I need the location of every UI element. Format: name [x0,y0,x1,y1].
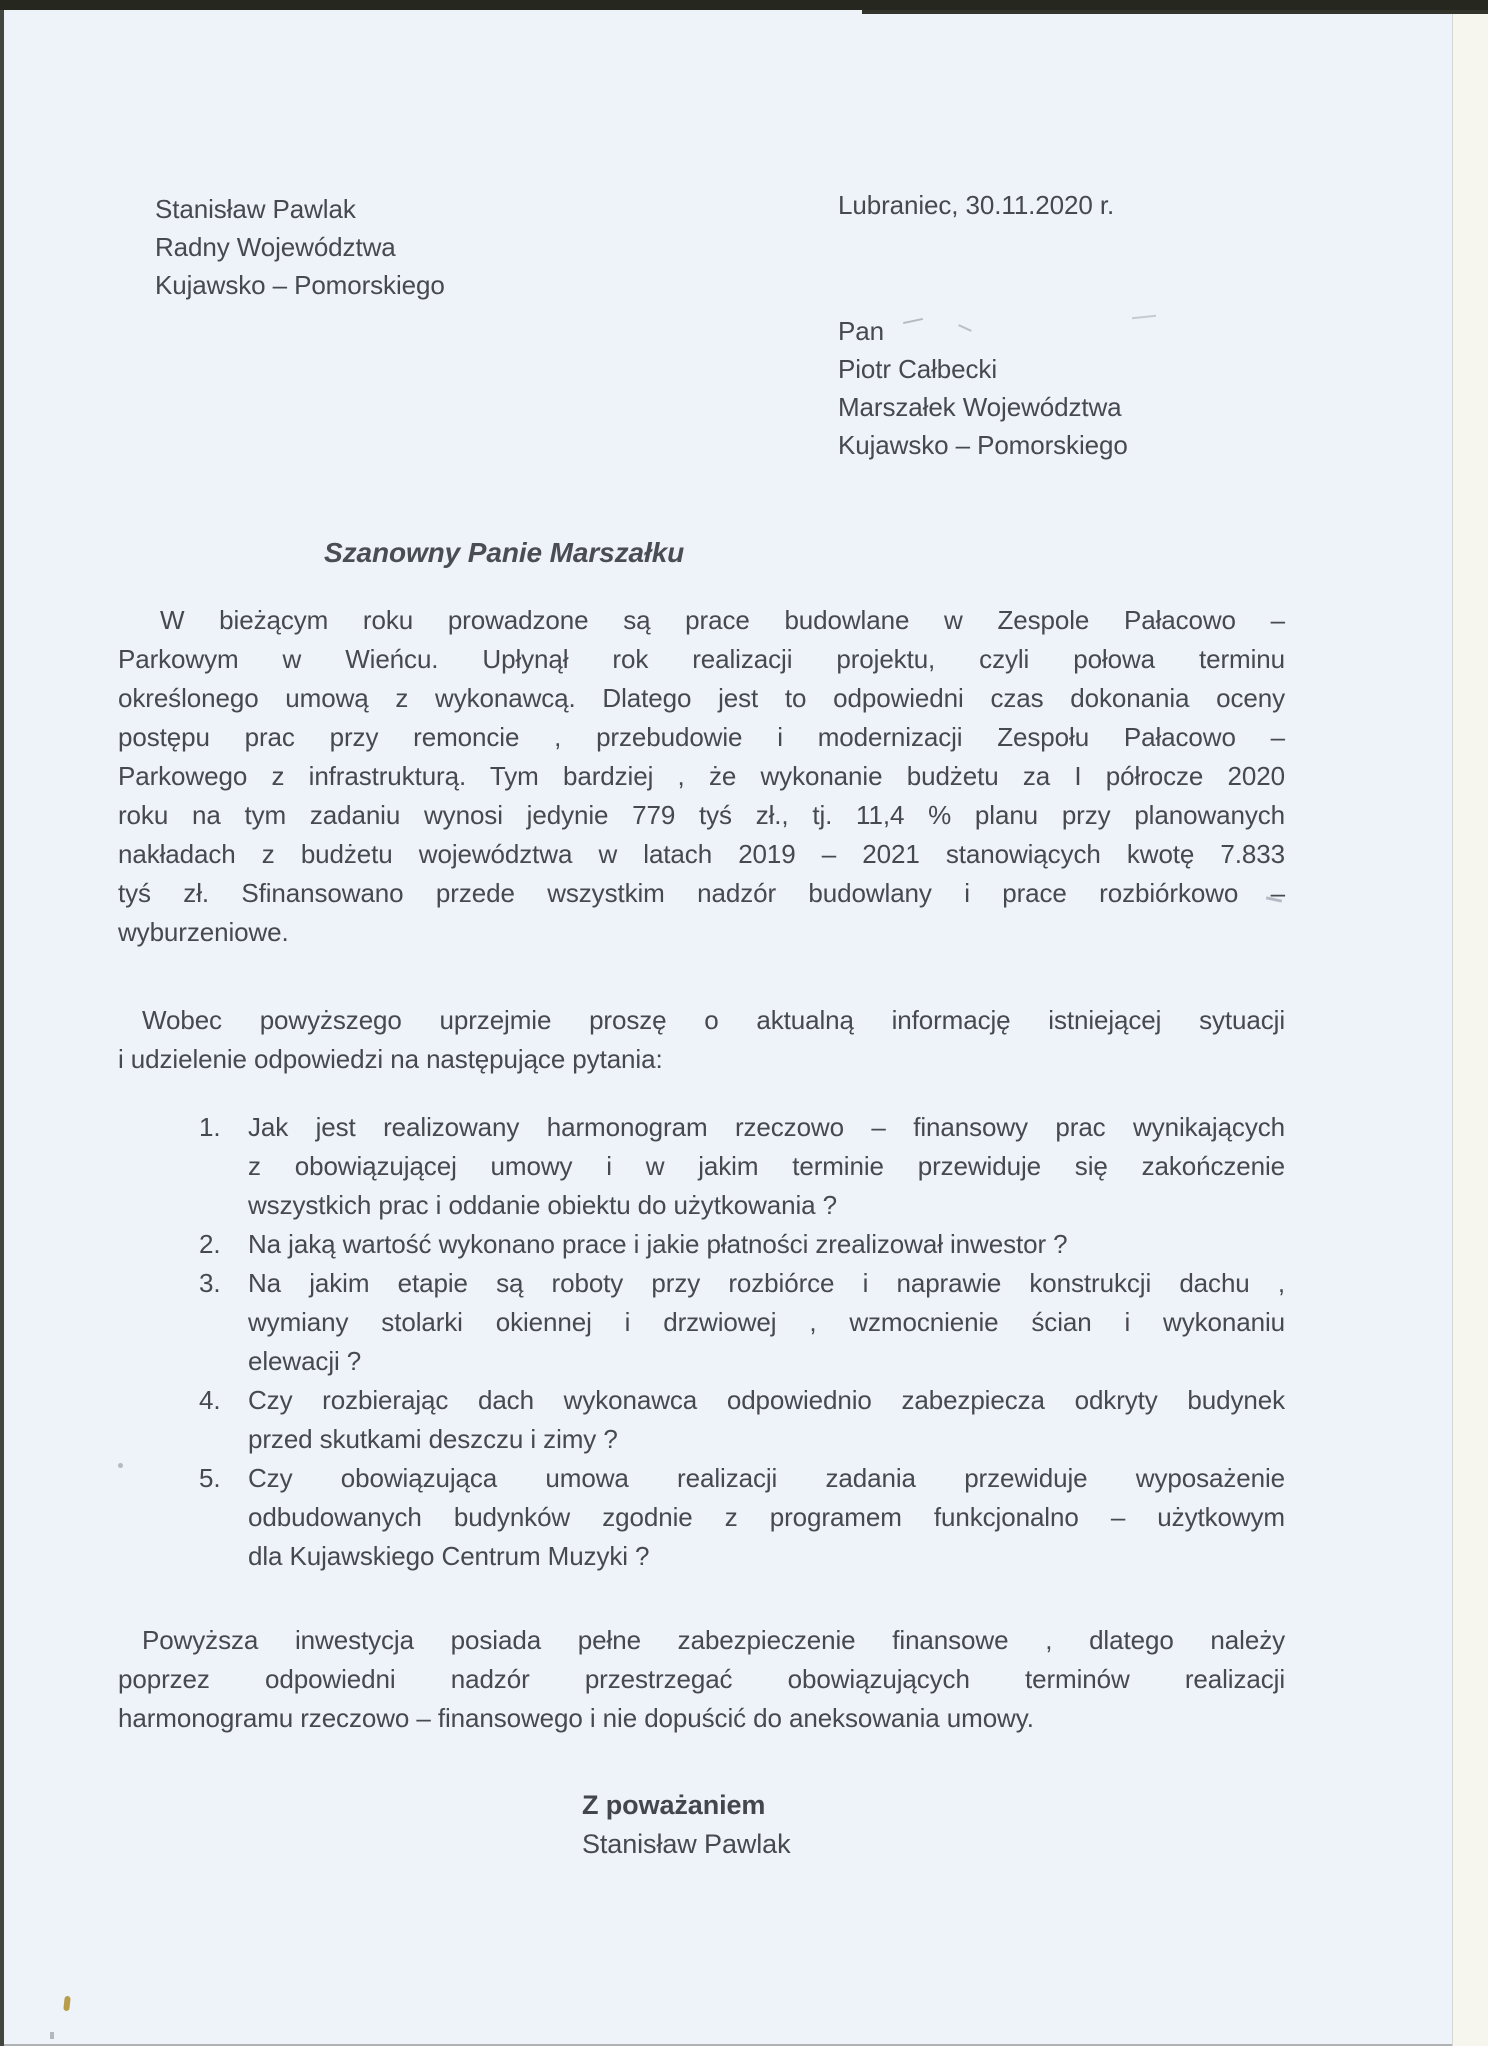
text-line: Jak jest realizowany harmonogram rzeczowo – finansowy prac wynikających [248,1112,1285,1142]
scanner-background-strip [1452,0,1488,2046]
scan-edge-left [0,0,4,2046]
paragraph-closing [118,1621,1285,1738]
text-line: z obowiązującej umowy i w jakim terminie przewiduje się zakończenie [248,1151,1285,1181]
text-line: i udzielenie odpowiedzi na następujące pytania: [118,1044,663,1074]
scan-edge-top-right [862,10,1488,14]
text-line: roku na tym zadaniu wynosi jedynie 779 tyś zł., tj. 11,4 % planu przy planowanych [118,800,1285,830]
text-line: Piotr Całbecki [838,354,997,384]
pencil-mark [1132,315,1156,319]
paragraph-intro [118,601,1285,952]
text-line: tyś zł. Sfinansowano przede wszystkim nadzór budowlany i prace rozbiórkowo – [118,878,1285,908]
text-line: określonego umową z wykonawcą. Dlatego jest to odpowiedni czas dokonania oceny [118,683,1285,713]
text-line: Parkowym w Wieńcu. Upłynął rok realizacji projektu, czyli połowa terminu [118,644,1285,674]
question-number: 1. [199,1112,221,1142]
text-line: Parkowego z infrastrukturą. Tym bardziej , że wykonanie budżetu za I półrocze 2020 [118,761,1285,791]
valediction: Z poważaniem [582,1790,766,1820]
text-line: Radny Województwa [155,232,396,262]
text-line: Czy rozbierając dach wykonawca odpowiednio zabezpiecza odkryty budynek [248,1385,1285,1415]
question-number: 4. [199,1385,221,1415]
text-line: poprzez odpowiedni nadzór przestrzegać obowiązujących terminów realizacji [118,1664,1285,1694]
question-item [118,1381,1285,1459]
text-line: Stanisław Pawlak [155,194,356,224]
question-text [248,1459,1285,1576]
text-line: elewacji ? [248,1346,362,1376]
text-line: nakładach z budżetu województwa w latach 2019 – 2021 stanowiących kwotę 7.833 [118,839,1285,869]
question-text [248,1225,1285,1264]
text-line: Kujawsko – Pomorskiego [155,270,445,300]
question-item [118,1264,1285,1381]
scan-edge-top [0,0,1488,10]
text-line: Wobec powyższego uprzejmie proszę o aktualną informację istniejącej sytuacji [142,1005,1285,1035]
question-number: 5. [199,1463,221,1493]
text-line: wyburzeniowe. [118,917,289,947]
signature-name: Stanisław Pawlak [582,1829,791,1859]
questions-list [118,1108,1285,1576]
question-text [248,1264,1285,1381]
text-line: Kujawsko – Pomorskiego [838,430,1128,460]
text-line: odbudowanych budynków zgodnie z programem funkcjonalno – użytkowym [248,1502,1285,1532]
text-line: Czy obowiązująca umowa realizacji zadania przewiduje wyposażenie [248,1463,1285,1493]
text-line: wszystkich prac i oddanie obiektu do użytkowania ? [248,1190,837,1220]
place-date-line: Lubraniec, 30.11.2020 r. [838,190,1115,220]
text-line: harmonogramu rzeczowo – finansowego i nie dopuścić do aneksowania umowy. [118,1703,1034,1733]
text-line: Pan [838,316,884,346]
text-line: wymiany stolarki okiennej i drzwiowej , wzmocnienie ścian i wykonaniu [248,1307,1285,1337]
text-line: Marszałek Województwa [838,392,1122,422]
text-line: Na jaką wartość wykonano prace i jakie płatności zrealizował inwestor ? [248,1229,1068,1259]
text-line: dla Kujawskiego Centrum Muzyki ? [248,1541,650,1571]
signature-block [582,1786,791,1864]
question-item [118,1108,1285,1225]
question-item [118,1225,1285,1264]
text-line: W bieżącym roku prowadzone są prace budowlane w Zespole Pałacowo – [160,605,1285,635]
recipient-block [838,312,1128,464]
question-number: 3. [199,1268,221,1298]
question-item [118,1459,1285,1576]
salutation: Szanowny Panie Marszałku [324,537,685,568]
question-text [248,1381,1285,1459]
text-line: przed skutkami deszczu i zimy ? [248,1424,618,1454]
scan-speck [63,1996,71,2012]
paragraph-request [118,1001,1285,1079]
question-number: 2. [199,1229,221,1259]
scan-speck [50,2032,54,2039]
question-text [248,1108,1285,1225]
text-line: Na jakim etapie są roboty przy rozbiórce i naprawie konstrukcji dachu , [248,1268,1285,1298]
sender-block [155,190,445,304]
text-line: Powyższa inwestycja posiada pełne zabezpieczenie finansowe , dlatego należy [142,1625,1285,1655]
text-line: postępu prac przy remoncie , przebudowie i modernizacji Zespołu Pałacowo – [118,722,1285,752]
